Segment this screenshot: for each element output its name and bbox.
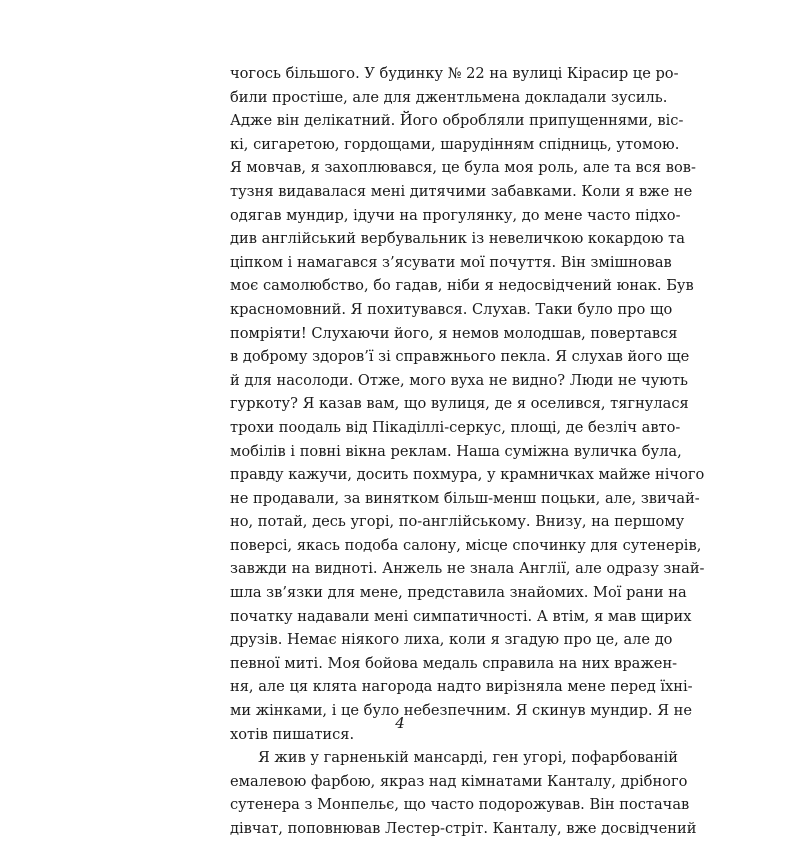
- text-line: поверсі, якась подоба салону, місце спочинку для сутенерів,: [230, 536, 702, 554]
- text-line: но, потай, десь угорі, по-англійському. Внизу, на першому: [230, 513, 685, 531]
- text-line: били простіше, але для джентльмена докладали зусиль.: [230, 88, 668, 106]
- text-line: мобілів і повні вікна реклам. Наша суміжна вуличка була,: [230, 442, 682, 460]
- text-line: див англійський вербувальник із невеличкою кокардою та: [230, 230, 685, 248]
- text-line: емалевою фарбою, якраз над кімнатами Канталу, дрібного: [230, 772, 688, 790]
- text-line: правду кажучи, досить похмура, у крамничках майже нічого: [230, 466, 705, 484]
- text-line: ня, але ця клята нагорода надто вирізняла мене перед їхні-: [230, 678, 693, 696]
- text-line: одягав мундир, ідучи на прогулянку, до мене часто підхо-: [230, 206, 681, 224]
- text-line: Я мовчав, я захоплювався, це була моя роль, але та вся вов-: [230, 159, 696, 177]
- text-line: красномовний. Я похитувався. Слухав. Таки було про що: [230, 300, 673, 318]
- text-line: сутенера з Монпельє, що часто подорожував. Він постачав: [230, 796, 690, 814]
- text-line: ми жінками, і це було небезпечним. Я скинув мундир. Я не: [230, 702, 692, 720]
- text-line: чогось більшого. У будинку № 22 на вулиці Кірасир це ро-: [230, 65, 679, 82]
- page-number: 4: [395, 714, 405, 732]
- text-line: початку надавали мені симпатичності. А втім, я мав щирих: [230, 607, 692, 625]
- text-line: Я жив у гарненькій мансарді, ген угорі, пофарбованій: [258, 749, 679, 767]
- text-line: хотів пишатися.: [230, 725, 355, 743]
- text-line: тузня видавалася мені дитячими забавками. Коли я вже не: [230, 182, 693, 200]
- text-line: помріяти! Слухаючи його, я немов молодшав, повертався: [230, 324, 678, 342]
- text-line: кі, сигаретою, гордощами, шарудінням спідниць, утомою.: [230, 135, 680, 153]
- text-line: гуркоту? Я казав вам, що вулиця, де я оселився, тягнулася: [230, 395, 689, 413]
- text-line: ціпком і намагався з’ясувати мої почуття. Він змішновав: [230, 253, 672, 271]
- text-line: шла зв’язки для мене, представила знайомих. Мої рани на: [230, 584, 687, 602]
- text-line: в доброму здоров’ї зі справжнього пекла. Я слухав його ще: [230, 348, 690, 366]
- text-line: певної миті. Моя бойова медаль справила на них вражен-: [230, 654, 678, 672]
- text-line: й для насолоди. Отже, мого вуха не видно? Люди не чують: [230, 371, 688, 389]
- text-line: не продавали, за винятком більш-менш поцьки, але, звичай-: [230, 489, 700, 507]
- text-line: трохи поодаль від Пікаділлі-серкус, площі, де безліч авто-: [230, 418, 681, 436]
- text-line: друзів. Немає ніякого лиха, коли я згадую про це, але до: [230, 631, 673, 649]
- text-line: Адже він делікатний. Його обробляли припущеннями, віс-: [230, 112, 684, 130]
- text-line: дівчат, поповнював Лестер-стріт. Канталу, вже досвідчений: [230, 820, 697, 837]
- text-line: завжди на видноті. Анжель не знала Англії, але одразу знай-: [230, 560, 705, 578]
- text-line: моє самолюбство, бо гадав, ніби я недосвідчений юнак. Був: [230, 277, 694, 295]
